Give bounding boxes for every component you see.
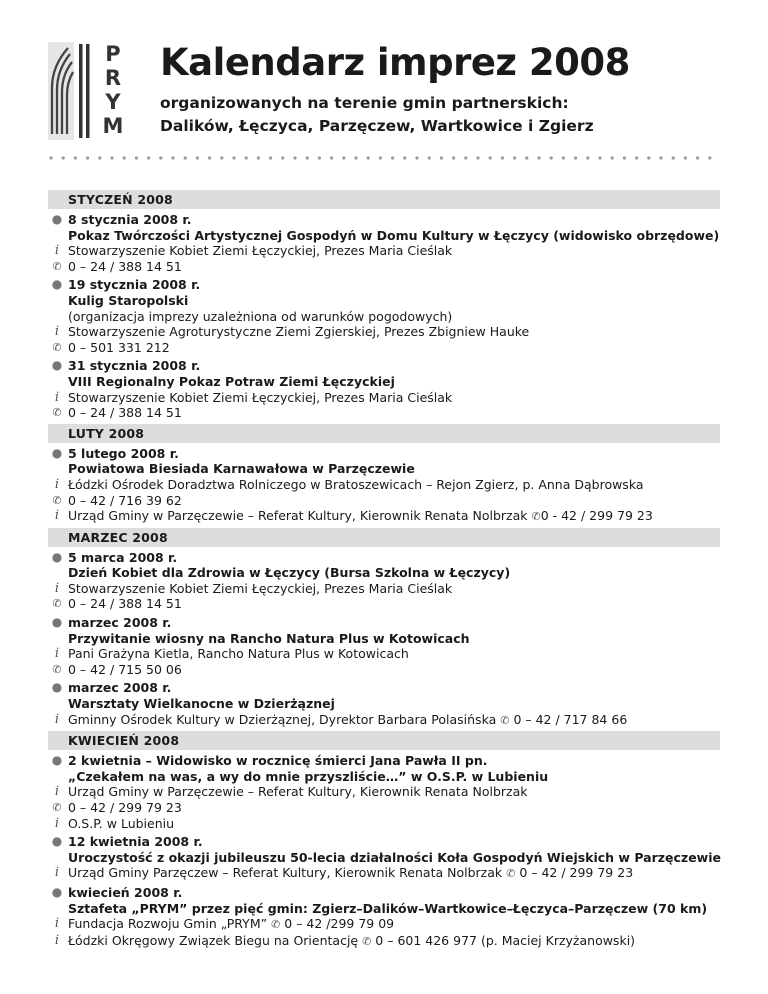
event-title: Pokaz Twórczości Artystycznej Gospodyń w Domu Kultury w Łęczycy (widowisko obrzędowe) xyxy=(68,227,720,243)
info-icon: i xyxy=(54,243,60,259)
event-phone: 0 – 601 426 977 (p. Maciej Krzyżanowski) xyxy=(375,932,636,948)
info-icon: i xyxy=(54,476,60,492)
bullet-icon: ● xyxy=(51,445,63,460)
event-organizer: Urząd Gminy Parzęczew – Referat Kultury, Kierownik Renata Nolbrzak xyxy=(68,865,503,881)
event-title: Uroczystość z okazji jubileuszu 50-lecia działalności Koła Gospodyń Wiejskich w Parzęczewie xyxy=(68,849,721,865)
event-item xyxy=(48,550,720,612)
event-date: 8 stycznia 2008 r. xyxy=(68,212,192,227)
event-title: Powiatowa Biesiada Karnawałowa w Parzęczewie xyxy=(68,461,415,477)
info-icon: i xyxy=(54,580,60,596)
phone-icon: ✆ xyxy=(52,597,62,611)
event-date: marzec 2008 r. xyxy=(68,615,172,631)
event-date: 19 stycznia 2008 r. xyxy=(68,277,201,293)
event-organizer: Stowarzyszenie Agroturystyczne Ziemi Zgierskiej, Prezes Zbigniew Hauke xyxy=(68,324,530,340)
phone-icon: ✆ xyxy=(52,493,62,507)
event-date: kwiecień 2008 r. xyxy=(68,884,183,900)
event-organizer: O.S.P. w Lubieniu xyxy=(68,815,175,831)
event-item xyxy=(48,212,720,274)
bullet-icon: ● xyxy=(51,680,63,695)
info-icon: i xyxy=(54,784,60,800)
info-icon: i xyxy=(54,865,60,881)
phone-icon: ✆ xyxy=(52,406,62,420)
event-organizer: Urząd Gminy w Parzęczewie – Referat Kultury, Kierownik Renata Nolbrzak xyxy=(68,784,528,800)
event-phone: 0 – 42 / 716 39 62 xyxy=(68,492,182,508)
phone-icon: ✆ xyxy=(500,713,510,727)
event-phone: 0 - 42 / 299 79 23 xyxy=(540,508,653,524)
event-title: „Czekałem na was, a wy do mnie przyszliście…” w O.S.P. w Lubieniu xyxy=(68,768,549,784)
event-organizer: Łódzki Okręgowy Związek Biegu na Orientację xyxy=(68,932,359,948)
event-organizer: Urząd Gminy w Parzęczewie – Referat Kultury, Kierownik Renata Nolbrzak xyxy=(68,508,528,524)
page-title: Kalendarz imprez 2008 xyxy=(160,41,630,84)
event-title: Kulig Staropolski xyxy=(68,292,189,308)
event-title: VIII Regionalny Pokaz Potraw Ziemi Łęczyckiej xyxy=(68,373,395,389)
subtitle-line-1: organizowanych na terenie gmin partnerskich: xyxy=(160,94,569,112)
info-icon: i xyxy=(54,815,60,831)
bullet-icon: ● xyxy=(51,277,63,292)
event-phone: 0 – 24 / 388 14 51 xyxy=(68,405,182,421)
event-date: 12 kwietnia 2008 r. xyxy=(68,834,203,850)
event-phone: 0 – 24 / 388 14 51 xyxy=(68,258,182,274)
logo-letter-p: P xyxy=(105,42,121,66)
logo-letter-y: Y xyxy=(105,90,121,114)
logo-letter-m: M xyxy=(102,114,124,138)
event-organizer: Gminny Ośrodek Kultury w Dzierżąznej, Dyrektor Barbara Polasińska xyxy=(68,711,497,727)
bullet-icon: ● xyxy=(51,212,63,226)
month-header: LUTY 2008 xyxy=(48,424,720,443)
event-item xyxy=(48,615,720,677)
phone-icon: ✆ xyxy=(52,801,62,814)
page-subtitle xyxy=(160,92,594,138)
phone-icon: ✆ xyxy=(362,934,372,948)
event-title: Sztafeta „PRYM” przez pięć gmin: Zgierz–Dalików–Wartkowice–Łęczyca–Parzęczew (70 km) xyxy=(68,900,708,916)
bullet-icon: ● xyxy=(51,615,63,630)
events-calendar xyxy=(48,190,720,949)
phone-icon: ✆ xyxy=(531,510,541,524)
event-title: Przywitanie wiosny na Rancho Natura Plus w Kotowicach xyxy=(68,630,470,646)
month-header: STYCZEŃ 2008 xyxy=(48,190,720,209)
event-organizer: Pani Grażyna Kietla, Rancho Natura Plus w Kotowicach xyxy=(68,646,409,662)
bullet-icon: ● xyxy=(51,884,63,899)
bullet-icon: ● xyxy=(51,358,63,373)
event-item xyxy=(48,753,720,831)
event-note: (organizacja imprezy uzależniona od warunków pogodowych) xyxy=(68,308,453,324)
phone-icon: ✆ xyxy=(52,340,62,354)
event-item xyxy=(48,277,720,355)
event-date: 5 lutego 2008 r. xyxy=(68,445,179,461)
event-date: marzec 2008 r. xyxy=(68,680,172,696)
event-organizer: Stowarzyszenie Kobiet Ziemi Łęczyckiej, Prezes Maria Cieślak xyxy=(68,243,453,259)
event-date: 5 marca 2008 r. xyxy=(68,549,178,565)
event-item xyxy=(48,358,720,420)
info-icon: i xyxy=(54,324,60,340)
dotted-divider xyxy=(48,154,720,162)
phone-icon: ✆ xyxy=(506,867,516,881)
phone-icon: ✆ xyxy=(271,918,281,932)
event-item xyxy=(48,834,720,882)
event-date: 31 stycznia 2008 r. xyxy=(68,358,201,374)
month-header: MARZEC 2008 xyxy=(48,528,720,547)
info-icon: i xyxy=(54,916,60,932)
subtitle-line-2: Dalików, Łęczyca, Parzęczew, Wartkowice i Zgierz xyxy=(160,117,594,135)
event-title: Warsztaty Wielkanocne w Dzierżąznej xyxy=(68,696,335,712)
bullet-icon: ● xyxy=(51,834,63,849)
info-icon: i xyxy=(54,932,60,948)
event-phone: 0 – 42 / 717 84 66 xyxy=(513,711,628,727)
info-icon: i xyxy=(54,389,60,405)
event-phone: 0 – 42 /299 79 09 xyxy=(284,916,395,932)
month-header: KWIECIEŃ 2008 xyxy=(48,731,720,750)
info-icon: i xyxy=(54,711,60,727)
bullet-icon: ● xyxy=(51,753,63,768)
phone-icon: ✆ xyxy=(52,662,62,676)
info-icon: i xyxy=(54,508,60,524)
event-title: Dzień Kobiet dla Zdrowia w Łęczycy (Bursa Szkolna w Łęczycy) xyxy=(68,565,511,581)
event-organizer: Fundacja Rozwoju Gmin „PRYM” xyxy=(68,916,268,932)
event-phone: 0 – 42 / 299 79 23 xyxy=(519,865,634,881)
event-organizer: Stowarzyszenie Kobiet Ziemi Łęczyckiej, Prezes Maria Cieślak xyxy=(68,389,453,405)
event-phone: 0 – 42 / 299 79 23 xyxy=(68,800,182,815)
prym-logo xyxy=(48,42,130,140)
event-organizer: Stowarzyszenie Kobiet Ziemi Łęczyckiej, Prezes Maria Cieślak xyxy=(68,580,453,596)
event-organizer: Łódzki Ośrodek Doradztwa Rolniczego w Bratoszewicach – Rejon Zgierz, p. Anna Dąbrowska xyxy=(68,476,644,492)
bullet-icon: ● xyxy=(51,549,63,564)
event-phone: 0 – 501 331 212 xyxy=(68,339,170,355)
event-item xyxy=(48,885,720,949)
event-phone: 0 – 42 / 715 50 06 xyxy=(68,661,182,677)
info-icon: i xyxy=(54,646,60,662)
event-date: 2 kwietnia – Widowisko w rocznicę śmierci Jana Pawła II pn. xyxy=(68,753,488,769)
event-item xyxy=(48,680,720,728)
logo-letter-r: R xyxy=(104,66,122,90)
event-phone: 0 – 24 / 388 14 51 xyxy=(68,596,182,612)
event-item xyxy=(48,446,720,525)
phone-icon: ✆ xyxy=(52,259,62,273)
